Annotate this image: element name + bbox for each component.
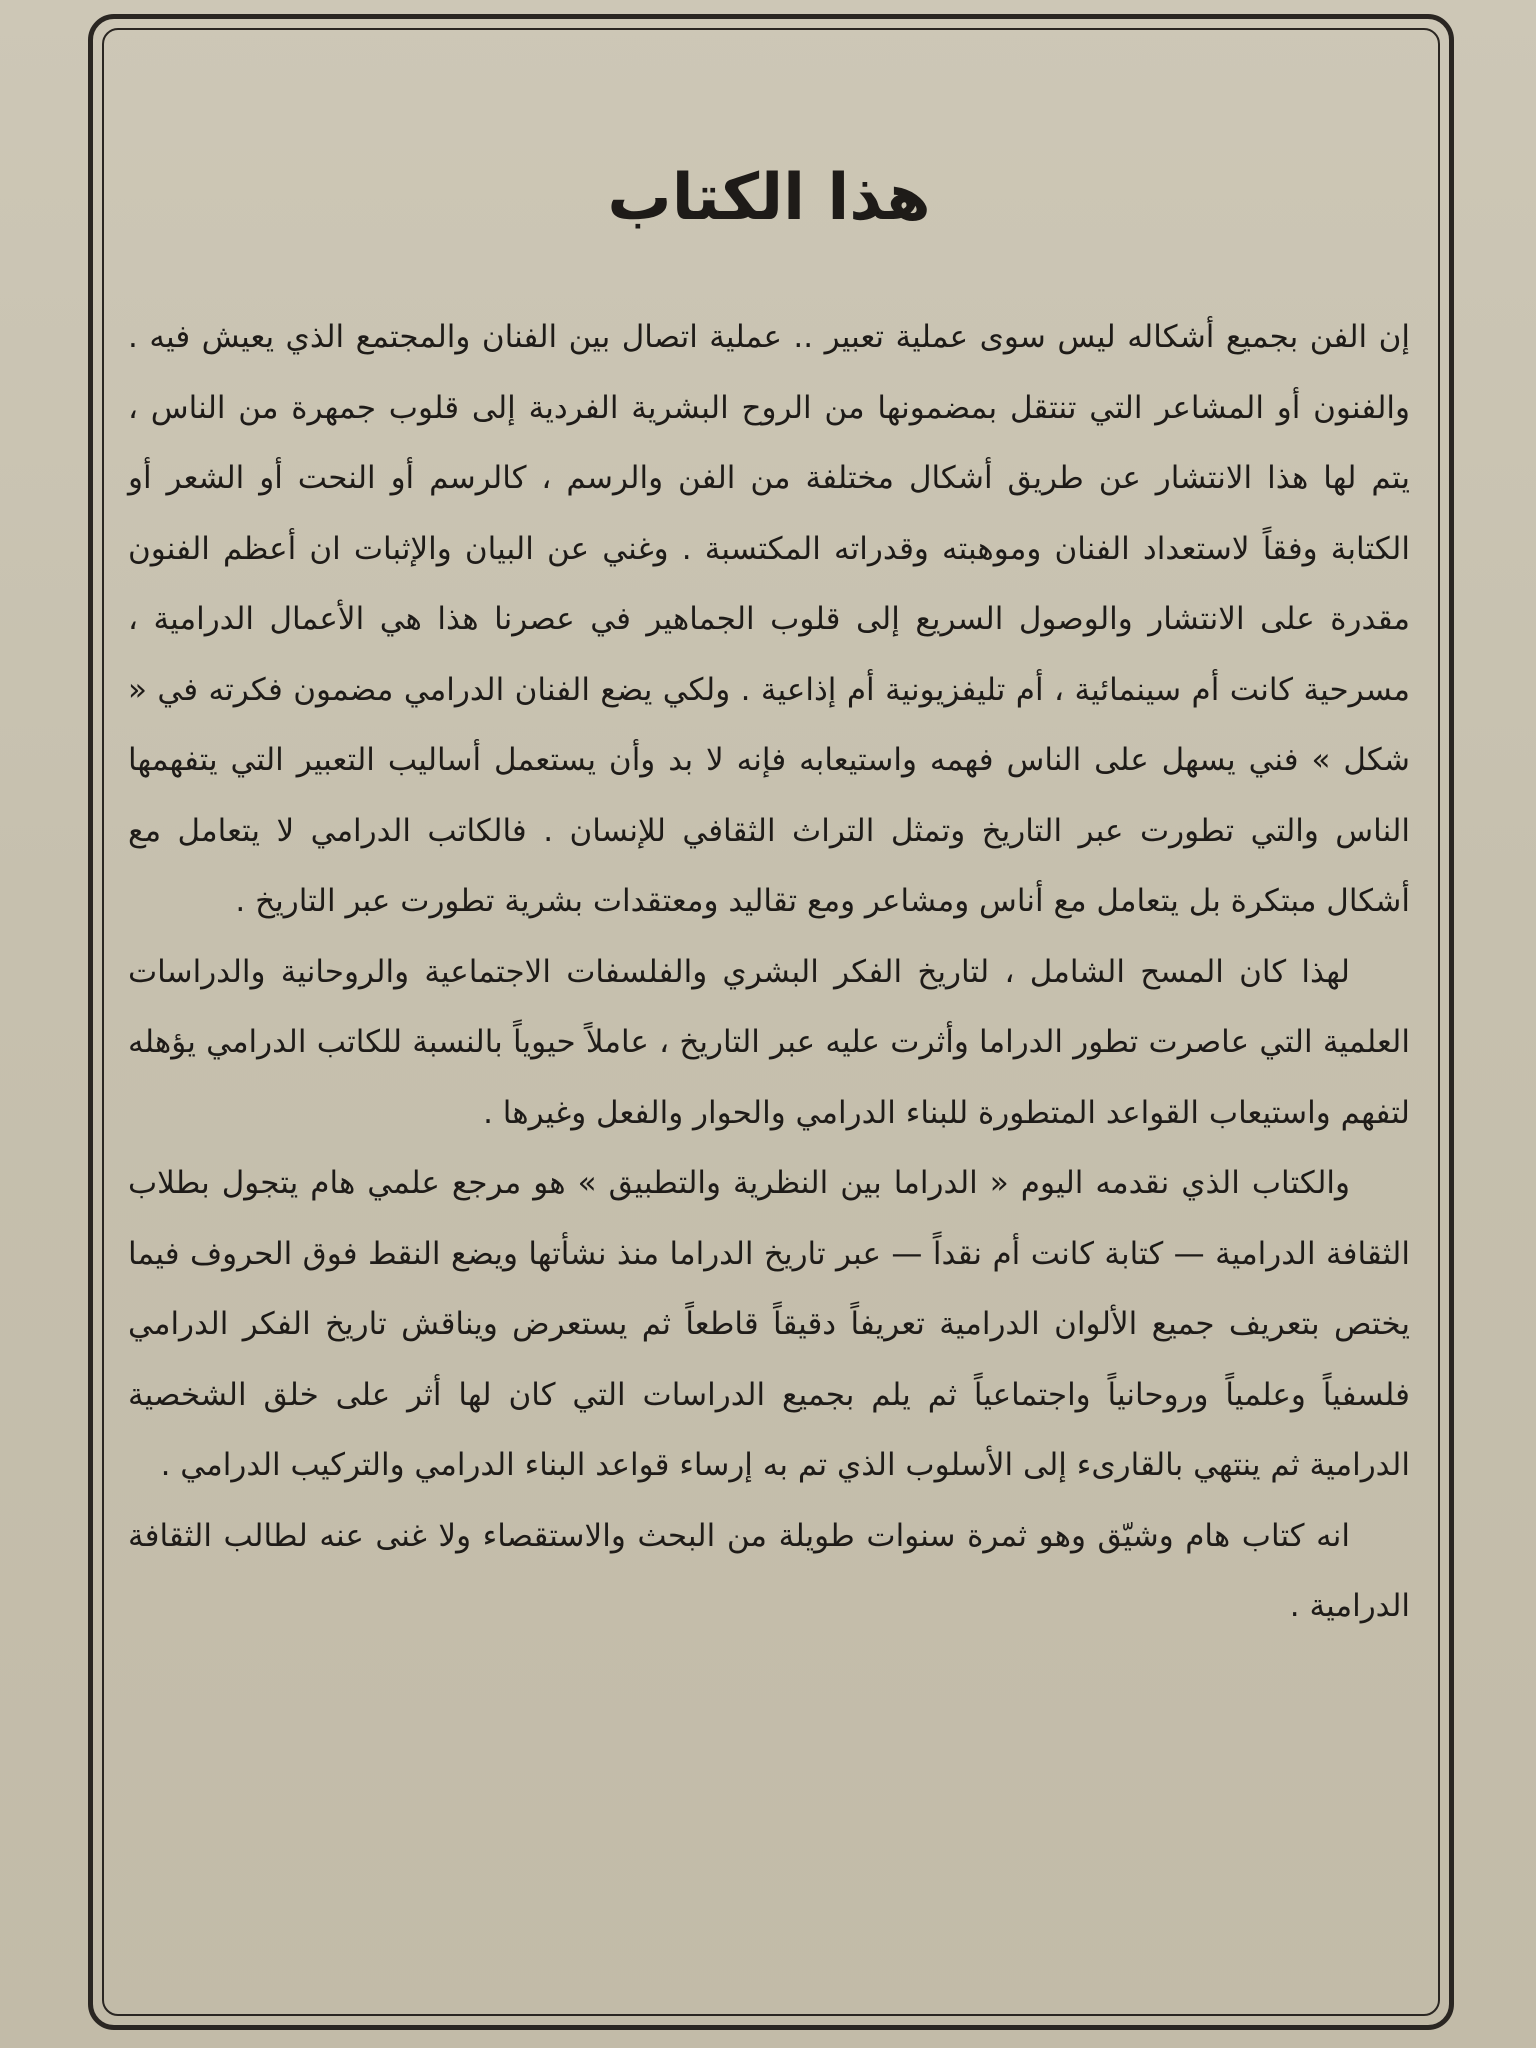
paragraph-3: والكتاب الذي نقدمه اليوم « الدراما بين النظرية والتطبيق » هو مرجع علمي هام يتجول بطلاب الثقافة الدرامية — كتابة كانت أم نقداً — عبر تاريخ الدراما منذ نشأتها ويضع النقط فوق الحروف فيما يختص بتعريف جميع الألوان الدرامية تعريفاً دقيقاً قاطعاً ثم يستعرض ويناقش تاريخ الفكر الدرامي فلسفياً وعلمياً وروحانياً واجتماعياً ثم يلم بجميع الدراسات التي كان لها أثر على خلق الشخصية الدرامية ثم ينتهي بالقارىء إلى الأسلوب الذي تم به إرساء قواعد البناء الدرامي والتركيب الدرامي .	[128, 1165, 1410, 1483]
paragraph-2: لهذا كان المسح الشامل ، لتاريخ الفكر البشري والفلسفات الاجتماعية والروحانية والدراسات العلمية التي عاصرت تطور الدراما وأثرت عليه عبر التاريخ ، عاملاً حيوياً بالنسبة للكاتب الدرامي يؤهله لتفهم واستيعاب القواعد المتطورة للبناء الدرامي والحوار والفعل وغيرها .	[128, 953, 1410, 1131]
paragraph-1: إن الفن بجميع أشكاله ليس سوى عملية تعبير .. عملية اتصال بين الفنان والمجتمع الذي يعيش فيه . والفنون أو المشاعر التي تنتقل بمضمونها من الروح البشرية الفردية إلى قلوب جمهرة من الناس ، يتم لها هذا الانتشار عن طريق أشكال مختلفة من الفن والرسم ، كالرسم أو النحت أو الشعر أو الكتابة وفقاً لاستعداد الفنان وموهبته وقدراته المكتسبة . وغني عن البيان والإثبات ان أعظم الفنون مقدرة على الانتشار والوصول السريع إلى قلوب الجماهير في عصرنا هذا هي الأعمال الدرامية ، مسرحية كانت أم سينمائية ، أم تليفزيونية أم إذاعية . ولكي يضع الفنان الدرامي مضمون فكرته في « شكل » فني يسهل على الناس فهمه واستيعابه فإنه لا بد وأن يستعمل أساليب التعبير التي يتفهمها الناس والتي تطورت عبر التاريخ وتمثل التراث الثقافي للإنسان . فالكاتب الدرامي لا يتعامل مع أشكال مبتكرة بل يتعامل مع أناس ومشاعر ومع تقاليد ومعتقدات بشرية تطورت عبر التاريخ .	[128, 319, 1410, 919]
page-content	[128, 150, 1410, 1930]
paragraph-4: انه كتاب هام وشيّق وهو ثمرة سنوات طويلة من البحث والاستقصاء ولا غنى عنه لطالب الثقافة الدرامية .	[128, 1517, 1410, 1624]
page-title: هذا الكتاب	[607, 161, 931, 235]
